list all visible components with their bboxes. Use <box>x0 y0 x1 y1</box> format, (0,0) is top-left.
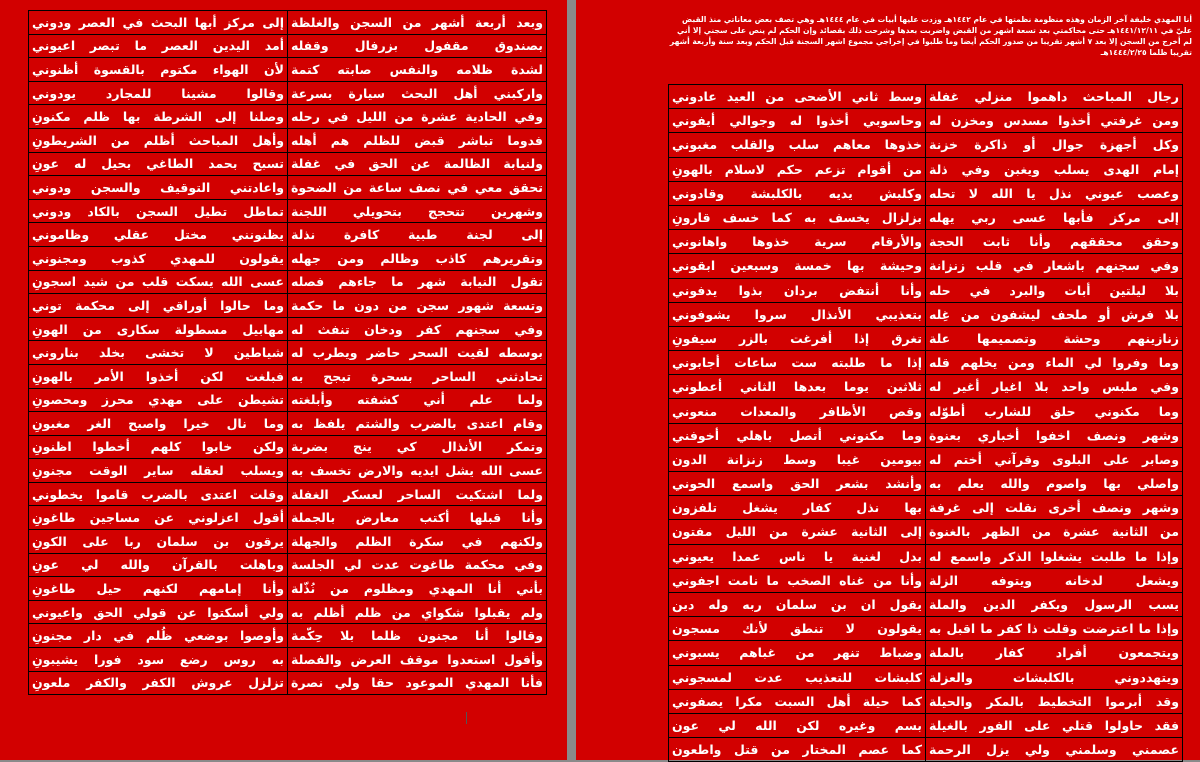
verse-second-half: فبلغت لكن أخذوا الأمر بالهونِ <box>29 364 288 388</box>
verse-first-half: وقد أبرموا التخطيط بالمكر والحيلة <box>926 689 1183 713</box>
verse-first-half: فقد حاولوا قتلي على الفور بالغيلة <box>926 713 1183 737</box>
verse-second-half: به روس رضع سود فورا يشيبونِ <box>29 648 288 672</box>
poem-row <box>669 278 1183 302</box>
poem-row <box>29 482 547 506</box>
poem-row <box>29 199 547 223</box>
verse-second-half: يظنونني مختل عقلي وظاموني <box>29 223 288 247</box>
verse-second-half: عسى الله يسكت قلب من شيد اسجونِ <box>29 270 288 294</box>
verse-first-half: عسى الله يشل ايديه والارض تخسف به <box>288 459 547 483</box>
verse-first-half: زنازينهم وحشة وتصميمها علة <box>926 326 1183 350</box>
verse-second-half: إلى الثانية عشرة من الليل مفتون <box>669 520 926 544</box>
verse-first-half: لشدة ظلامه والنفس صابته كتمة <box>288 58 547 82</box>
poem-row <box>29 577 547 601</box>
poem-row <box>29 128 547 152</box>
intro-note: أنا المهدي خليفة آخر الزمان وهذه منظومة نظمتها في عام ١٤٤٢هـ وزدت عليها أبيات في عام ١٤٤٤هـ وهي تصف بعض معاناتي منذ القبض عليّ في ١٤٤١/١٢/١١هـ حتى محاكمتي بعد تسعة اشهر من القبض واضربت بعدها وشرحت ذلك بقصائد وإن الحكم لم ينص على سجني إلا أني لم أخرج من السجن إلا بعد ٧ أشهر تقريبا من صدور الحكم أيضا وما طلبوا في إخراجي مجموع اشهر السجنة قبل الحكم وبعد سنة وأربعة أشهر تقريبا ظلما ١٤٤٤/٢/٢٥هـ <box>669 15 1192 57</box>
poem-row <box>669 326 1183 350</box>
poem-row <box>669 399 1183 423</box>
verse-second-half: بدل لغنية يا ناس عمدا يعيوني <box>669 544 926 568</box>
verse-second-half: كلبشات للتعذيب عدت لمسجوني <box>669 665 926 689</box>
poem-row <box>669 351 1183 375</box>
poem-row <box>29 388 547 412</box>
verse-second-half: ولي أسكتوا عن قولي الحق واعيوني <box>29 600 288 624</box>
verse-first-half: وقالوا أنا مجنون ظلما بلا حِكّمة <box>288 624 547 648</box>
verse-first-half: وعصب عيوني نذل يا الله لا تحله <box>926 181 1183 205</box>
poem-row <box>29 648 547 672</box>
verse-first-half: وما مكنوني حلق للشارب أطوّله <box>926 399 1183 423</box>
verse-second-half: بسم وغيره لكن الله لي عون <box>669 713 926 737</box>
verse-first-half: وقام اعتدى بالضرب والشتم يلفظ به <box>288 412 547 436</box>
poem-row <box>29 435 547 459</box>
verse-first-half: ويتهددوني بالكلبشات والعزلة <box>926 665 1183 689</box>
poem-row <box>669 230 1183 254</box>
verse-first-half: وفي محكمة طاغوت عدت لي الجلسة <box>288 553 547 577</box>
verse-first-half: تحادثني الساحر بسحرة تبجح به <box>288 364 547 388</box>
verse-second-half: وقص الأظافر والمعدات منعوني <box>669 399 926 423</box>
poem-row <box>29 341 547 365</box>
verse-second-half: لأن الهواء مكتوم بالقسوة أظنوني <box>29 58 288 82</box>
verse-first-half: يسب الرسول ويكفر الدين والملة <box>926 592 1183 616</box>
verse-first-half: تحقق معي في نصف ساعة من الضحوة <box>288 176 547 200</box>
poem-row <box>29 223 547 247</box>
verse-second-half: شياطين لا تخشى بخلد بناروني <box>29 341 288 365</box>
verse-second-half: والأرقام سرية خذوها واهانوني <box>669 230 926 254</box>
verse-second-half: تغرق إذا أفرغت بالزر سيفونِ <box>669 326 926 350</box>
verse-second-half: إذا ما طلبته ست ساعات أجابوني <box>669 351 926 375</box>
verse-first-half: وشهر ونصف أخرى نقلت إلى غرفة <box>926 496 1183 520</box>
verse-second-half: من أقوام تزعم حكم لاسلام بالهونِ <box>669 157 926 181</box>
verse-first-half: وأنا قبلها أكتب معارض بالجملة <box>288 506 547 530</box>
verse-first-half: وكل أجهزة جوال أو ذاكرة خزنة <box>926 133 1183 157</box>
poem-row <box>669 568 1183 592</box>
verse-first-half: واركبني أهل البحث سيارة بسرعة <box>288 81 547 105</box>
verse-first-half: ولما اشتكيت الساحر لعسكر الغفلة <box>288 482 547 506</box>
verse-second-half: وأوصوا بوضعي ظُلم في دار مجنونِ <box>29 624 288 648</box>
verse-second-half: يقولون لا تنطق لأنك مسجون <box>669 617 926 641</box>
verse-first-half: وإذا ما اعترضت وقلت ذا كفر ما اقبل به <box>926 617 1183 641</box>
verse-second-half: وسط ثاني الأضحى من العيد عادوني <box>669 85 926 109</box>
verse-first-half: ومن غرفتي أخذوا مسدس ومخزن له <box>926 109 1183 133</box>
poem-row <box>669 544 1183 568</box>
verse-first-half: وصابر على البلوى وقرآني أختم له <box>926 447 1183 471</box>
verse-first-half: وأقول استعدوا موقف العرض والفصلة <box>288 648 547 672</box>
verse-second-half: وحاسوبي أخذوا له وجوالي أيفوني <box>669 109 926 133</box>
left-page <box>0 0 567 760</box>
verse-first-half: إلى لجنة طبية كافرة نذلة <box>288 223 547 247</box>
verse-second-half: وضباط تنهر من غباهم يسبوني <box>669 641 926 665</box>
verse-second-half: بتعذيبي الأنذال سروا يشوفوني <box>669 302 926 326</box>
poem-row <box>669 641 1183 665</box>
verse-second-half: وما حالوا أوراقي إلى محكمة توني <box>29 294 288 318</box>
poem-row <box>669 423 1183 447</box>
verse-second-half: كما عصم المختار من قتل واطعون <box>669 738 926 762</box>
verse-first-half: واصلي بها واصوم والله يعلم به <box>926 472 1183 496</box>
verse-second-half: وما مكنوني أتصل باهلي أخوفني <box>669 423 926 447</box>
verse-first-half: وفي ملبس واحد بلا اغيار أغير له <box>926 375 1183 399</box>
poem-row <box>669 85 1183 109</box>
verse-second-half: أمد اليدين العصر ما تبصر اعيوني <box>29 34 288 58</box>
poem-row <box>29 624 547 648</box>
verse-second-half: خذوها معاهم سلب والقلب مغبوني <box>669 133 926 157</box>
poem-row <box>669 472 1183 496</box>
poem-row <box>29 317 547 341</box>
verse-first-half: رجال المباحث داهموا منزلي غفلة <box>926 85 1183 109</box>
verse-second-half: يرقون بن سلمان ربا على الكونِ <box>29 530 288 554</box>
poem-row <box>29 459 547 483</box>
poem-row <box>29 364 547 388</box>
verse-second-half: وأنا من غناه الصخب ما نامت اجفوني <box>669 568 926 592</box>
verse-second-half: تزلزل عروش الكفر والكفر ملعونِ <box>29 671 288 695</box>
poem-row <box>29 81 547 105</box>
verse-second-half: ويسلب لعقله ساير الوقت مجنونِ <box>29 459 288 483</box>
verse-first-half: فدوما تباشر قبض للظلم هم أهله <box>288 128 547 152</box>
verse-first-half: بلا فرش أو ملحف ليشفون من غِله <box>926 302 1183 326</box>
verse-first-half: وتمكر الأنذال كي ينج بضربة <box>288 435 547 459</box>
verse-first-half: إمام الهدى يسلب ويغبن وفي ذلة <box>926 157 1183 181</box>
verse-second-half: أقول اعزلوني عن مساجين طاغونِ <box>29 506 288 530</box>
poem-row <box>669 617 1183 641</box>
poem-row <box>669 302 1183 326</box>
verse-second-half: إلى مركز أبها البحث في العصر ودوني <box>29 11 288 35</box>
poem-row <box>669 520 1183 544</box>
verse-first-half: وبعد أربعة أشهر من السجن والغلظة <box>288 11 547 35</box>
verse-second-half: كما حيلة أهل السبت مكرا يصفوني <box>669 689 926 713</box>
verse-first-half: فأنا المهدي الموعود حقا ولي نصرة <box>288 671 547 695</box>
verse-second-half: وكلبش يديه بالكلبشة وقادوني <box>669 181 926 205</box>
poem-row <box>669 592 1183 616</box>
verse-first-half: إلى مركز فأبها عسى ربي يهله <box>926 205 1183 229</box>
poem-row <box>669 205 1183 229</box>
verse-second-half: وقالوا مشينا للمجارد يودوني <box>29 81 288 105</box>
verse-first-half: ويتجمعون أفراد كفار بالملة <box>926 641 1183 665</box>
poem-row <box>669 738 1183 762</box>
verse-first-half: ويشعل لدخانه ويتوفه الزلة <box>926 568 1183 592</box>
verse-second-half: ولكن خابوا كلهم أخطوا اظنونِ <box>29 435 288 459</box>
verse-second-half: تماطل تطيل السجن بالكاد ودوني <box>29 199 288 223</box>
verse-second-half: وأنا أنتفض بردان بذوا يدفوني <box>669 278 926 302</box>
verse-first-half: وما وفروا لي الماء ومن يخلهم قله <box>926 351 1183 375</box>
verse-second-half: وأهل المباحث أظلم من الشريطونِ <box>29 128 288 152</box>
verse-second-half: بزلزال يخسف به كما خسف قارونِ <box>669 205 926 229</box>
verse-second-half: مهابيل مسطولة سكارى من الهونِ <box>29 317 288 341</box>
verse-first-half: وشهر ونصف اخفوا أخباري بعنوة <box>926 423 1183 447</box>
verse-first-half: عصمني وسلمني ولي يزل الرحمة <box>926 738 1183 762</box>
poem-row <box>29 506 547 530</box>
poem-row <box>29 270 547 294</box>
poem-row <box>669 157 1183 181</box>
verse-first-half: تقول النيابة شهر ما جاءهم فصله <box>288 270 547 294</box>
poem-row <box>29 671 547 695</box>
verse-second-half: يقول ان بن سلمان ربه وله دين <box>669 592 926 616</box>
verse-first-half: بصندوق مقفول بزرفال وقفله <box>288 34 547 58</box>
verse-second-half: ثلاثين يوما بعدها الثاني أعطوني <box>669 375 926 399</box>
poem-row <box>29 176 547 200</box>
verse-first-half: وفي سجنهم كفر ودخان تنفث له <box>288 317 547 341</box>
verse-second-half: وأنشد بشعر الحق واسمع الحوني <box>669 472 926 496</box>
verse-second-half: تسبح بحمد الطاغي بحيل له عونِ <box>29 152 288 176</box>
poem-row <box>669 496 1183 520</box>
poem-row <box>669 713 1183 737</box>
text-cursor <box>466 712 467 724</box>
poem-row <box>669 133 1183 157</box>
verse-first-half: وتسعة شهور سجن من دون ما حكمة <box>288 294 547 318</box>
verse-first-half: ولنيابة الظالمة عن الحق في غفلة <box>288 152 547 176</box>
verse-first-half: ولكنهم في سكرة الظلم والجهلة <box>288 530 547 554</box>
verse-second-half: وباهلت بالقرآن والله لي عونِ <box>29 553 288 577</box>
verse-second-half: وقلت اعتدى بالضرب قاموا يخطوني <box>29 482 288 506</box>
verse-second-half: تشيطن على مهدي محرز ومحصونِ <box>29 388 288 412</box>
poem-row <box>669 109 1183 133</box>
verse-first-half: بوسطه لقيت السحر حاضر ويطرب له <box>288 341 547 365</box>
poem-row <box>29 530 547 554</box>
verse-first-half: وتقريرهم كاذب وظالم ومن جهله <box>288 246 547 270</box>
poem-row <box>669 447 1183 471</box>
verse-first-half: بلا ليلتين أبات والبرد في حله <box>926 278 1183 302</box>
poem-row <box>669 375 1183 399</box>
verse-second-half: وصلنا إلى الشرطة بها ظلم مكنونِ <box>29 105 288 129</box>
poem-row <box>29 553 547 577</box>
poem-row <box>29 105 547 129</box>
verse-second-half: بيومين غيبا وسط زنزانة الدون <box>669 447 926 471</box>
poem-row <box>669 665 1183 689</box>
right-poem-table <box>668 84 1183 762</box>
poem-row <box>29 11 547 35</box>
verse-second-half: بها نذل كفار يشغل تلفزون <box>669 496 926 520</box>
poem-row <box>29 412 547 436</box>
verse-first-half: ولم يقبلوا شكواي من ظلم أظلم به <box>288 600 547 624</box>
poem-row <box>29 600 547 624</box>
verse-second-half: وأنا إمامهم لكنهم حيل طاغونِ <box>29 577 288 601</box>
verse-second-half: وما نال خيرا واصبح الغر مغبونِ <box>29 412 288 436</box>
poem-row <box>29 246 547 270</box>
verse-first-half: وفي الحادية عشرة من الليل في رحله <box>288 105 547 129</box>
verse-first-half: بأني أنا المهدي ومظلوم من نُذّلة <box>288 577 547 601</box>
poem-row <box>29 34 547 58</box>
poem-row <box>29 58 547 82</box>
verse-first-half: ولما علم أني كشفته وأبلغته <box>288 388 547 412</box>
poem-row <box>669 689 1183 713</box>
left-poem-table <box>28 10 547 695</box>
verse-first-half: وإذا ما طلبت يشغلوا الذكر واسمع له <box>926 544 1183 568</box>
poem-row <box>29 152 547 176</box>
verse-first-half: من الثانية عشرة من الظهر بالغنوة <box>926 520 1183 544</box>
verse-second-half: واعادتني التوقيف والسجن ودوني <box>29 176 288 200</box>
poem-row <box>669 181 1183 205</box>
poem-row <box>29 294 547 318</box>
verse-first-half: وشهرين تتحجج بتحويلي اللجنة <box>288 199 547 223</box>
verse-second-half: يقولون للمهدي كذوب ومجنوني <box>29 246 288 270</box>
verse-first-half: وفي سجنهم باشعار في قلب زنزانة <box>926 254 1183 278</box>
verse-first-half: وحقق محققهم وأنا ثابت الحجة <box>926 230 1183 254</box>
poem-row <box>669 254 1183 278</box>
verse-second-half: وحيشة بها خمسة وسبعين ابقوني <box>669 254 926 278</box>
